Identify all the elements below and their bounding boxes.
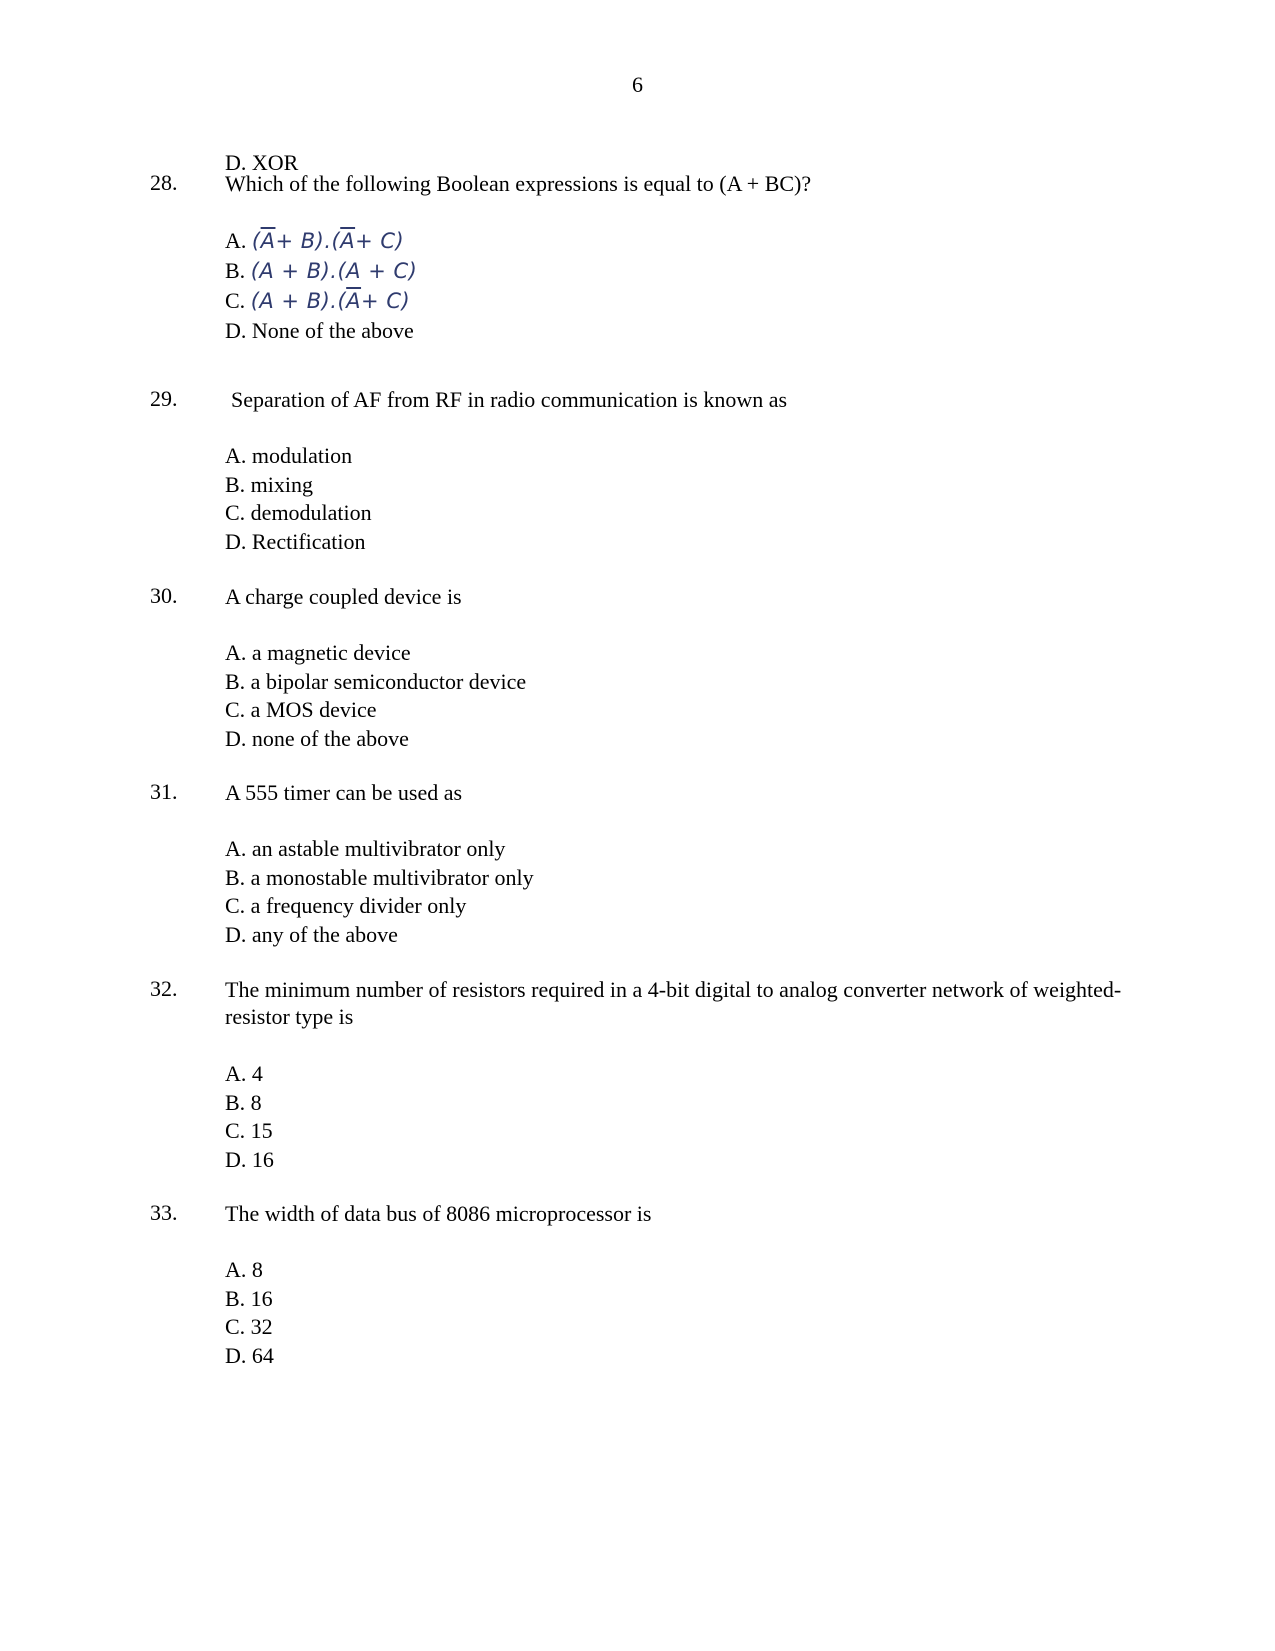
options-list	[225, 639, 526, 754]
expr-part: (	[251, 229, 261, 253]
expr-part-negated: $\overline{A}$	[346, 289, 362, 313]
question-text: The minimum number of resistors required in a 4-bit digital to analog converter network of weighted-resistor type is	[225, 977, 1122, 1029]
option-label: C.	[225, 288, 246, 313]
option-a: A. 4	[225, 1061, 263, 1086]
boolean-expression-c	[251, 289, 411, 313]
options-list	[225, 835, 534, 950]
option-a: A. an astable multivibrator only	[225, 836, 506, 861]
option-b	[225, 256, 417, 286]
expr-part: (A + B).(	[250, 289, 347, 313]
question-text: A charge coupled device is	[225, 584, 462, 609]
previous-question-option-d: D. XOR	[225, 150, 299, 175]
option-d: D. none of the above	[225, 726, 409, 752]
question-number: 30.	[150, 583, 178, 608]
options-list	[225, 226, 417, 346]
option-d: D. any of the above	[225, 922, 398, 948]
question-text: Separation of AF from RF in radio communication is known as	[231, 387, 788, 412]
question-number: 28.	[150, 170, 178, 195]
option-c: C. 15	[225, 1118, 273, 1144]
expr-part-negated: $\overline{A}$	[340, 229, 356, 253]
option-text: None of the above	[251, 318, 414, 343]
option-label: D.	[225, 318, 247, 343]
question-number: 31.	[150, 779, 178, 804]
question-text: A 555 timer can be used as	[225, 780, 463, 805]
question-text: Which of the following Boolean expressions is equal to (A + BC)?	[225, 171, 812, 196]
option-c: C. 32	[225, 1314, 273, 1340]
option-d	[225, 316, 417, 346]
options-list	[225, 1060, 274, 1175]
option-c	[225, 286, 417, 316]
option-label: A.	[225, 228, 247, 253]
expr-part: + C)	[355, 229, 405, 253]
page-number: 6	[632, 72, 643, 97]
option-b: B. 8	[225, 1089, 262, 1115]
option-label: B.	[225, 258, 246, 283]
option-b: B. a bipolar semiconductor device	[225, 668, 527, 694]
option-b: B. mixing	[225, 471, 314, 497]
expr-part: + C)	[361, 289, 411, 313]
question-text: The width of data bus of 8086 microprocessor is	[225, 1201, 652, 1226]
option-a: A. a magnetic device	[225, 640, 411, 665]
question-number: 32.	[150, 976, 178, 1001]
options-list	[225, 442, 372, 557]
expr-part: + B).(	[275, 229, 341, 253]
option-b: B. a monostable multivibrator only	[225, 864, 534, 890]
option-b: B. 16	[225, 1285, 273, 1311]
boolean-expression-a	[252, 229, 404, 253]
option-a: A. modulation	[225, 443, 353, 468]
option-a: A. 8	[225, 1257, 263, 1282]
option-c: C. demodulation	[225, 500, 372, 526]
option-c: C. a frequency divider only	[225, 893, 467, 919]
boolean-expression-b: (A + B).(A + C)	[250, 259, 418, 283]
expr-part-negated: $\overline{A}$	[260, 229, 276, 253]
question-number: 33.	[150, 1200, 178, 1225]
question-number: 29.	[150, 386, 178, 411]
option-d: D. 16	[225, 1147, 274, 1173]
option-a	[225, 226, 417, 256]
options-list	[225, 1256, 274, 1371]
option-c: C. a MOS device	[225, 697, 377, 723]
option-d: D. Rectification	[225, 529, 366, 555]
option-d: D. 64	[225, 1343, 274, 1369]
